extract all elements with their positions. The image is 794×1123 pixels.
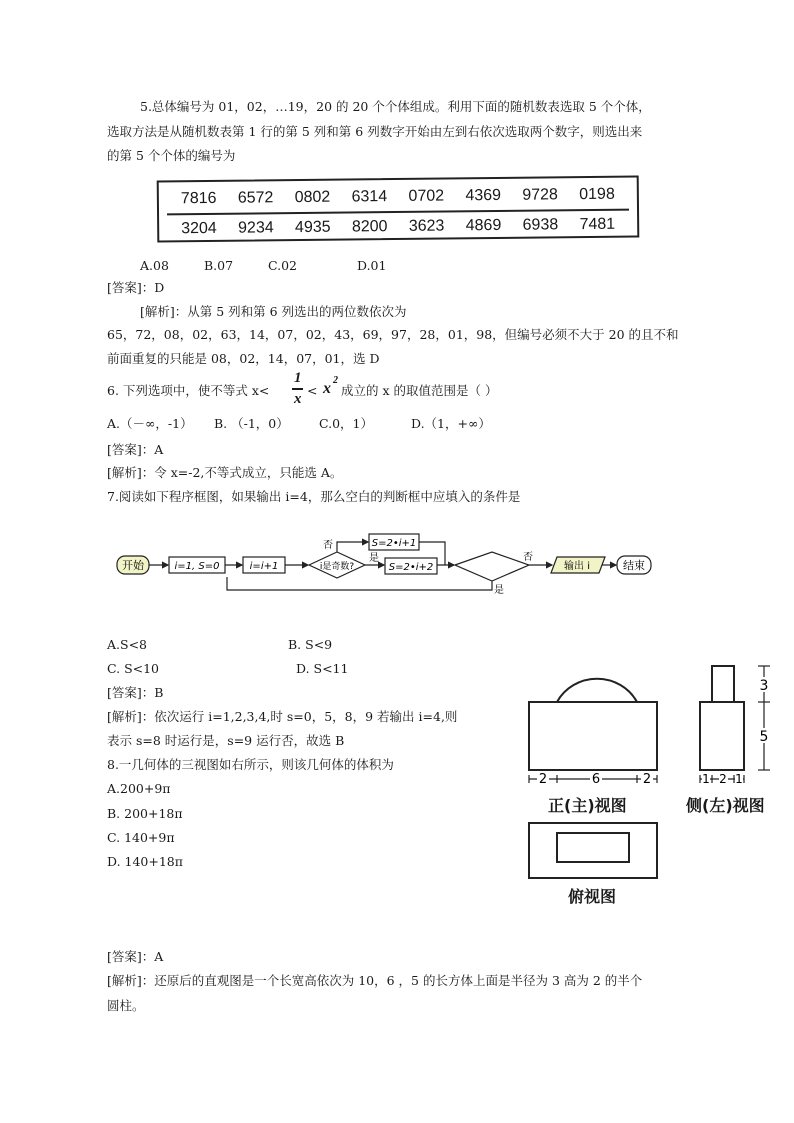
- flow-blank-condition-diamond: [455, 552, 529, 581]
- table-row: [159, 210, 637, 243]
- q6-answer: [答案]：A: [107, 442, 164, 457]
- front-dim-middle: 6: [591, 772, 601, 787]
- table-cell: 8200: [351, 218, 388, 236]
- table-cell: 3204: [181, 219, 217, 238]
- q7-stem: 7.阅读如下程序框图，如果输出 i=4，那么空白的判断框中应填入的条件是: [107, 489, 521, 504]
- q6-option-a: A.（－∞，-1）: [107, 416, 193, 431]
- top-view-inner-rect: [557, 833, 629, 862]
- flow-end-label: 结束: [623, 559, 645, 572]
- q5-stem-line1: 5.总体编号为 01，02，…19，20 的 20 个个体组成。利用下面的随机数表选取 5 个个体，: [140, 99, 651, 114]
- q6-superscript: 2: [333, 375, 338, 386]
- table-cell: 0198: [579, 185, 615, 204]
- side-view-top-rect: [712, 666, 734, 702]
- q7-option-d: D. S<11: [296, 661, 349, 676]
- side-dim-middle: 2: [719, 772, 727, 786]
- side-dim-height-top: 3: [759, 678, 769, 694]
- q6-stem-end: 成立的 x 的取值范围是（ ）: [341, 383, 498, 398]
- table-cell: 4935: [294, 218, 331, 237]
- flow-loop-back-line: [227, 577, 492, 590]
- front-view-caption: 正(主)视图: [548, 796, 627, 815]
- q7-analysis-line1: [解析]：依次运行 i=1,2,3,4,时 s=0，5，8，9 若输出 i=4,则: [107, 709, 458, 724]
- q6-option-b: B. （-1，0）: [214, 416, 289, 431]
- q5-stem-line3: 的第 5 个个体的编号为: [107, 148, 236, 163]
- q7-answer: [答案]：B: [107, 685, 164, 700]
- q5-stem-line2: 选取方法是从随机数表第 1 行的第 5 列和第 6 列数字开始由左到右依次选取两个数字，则选出来: [107, 124, 643, 139]
- table-cell: 6938: [522, 216, 559, 234]
- table-cell: 0702: [408, 187, 445, 205]
- table-cell: 4869: [465, 216, 502, 235]
- table-cell: 7481: [579, 215, 616, 234]
- flow-increment-label: i=i+1: [249, 561, 279, 572]
- flow-s2-label: S=2•i+2: [388, 562, 434, 573]
- q6-stem-lt: <: [307, 383, 318, 398]
- three-view-diagram: [520, 655, 788, 900]
- table-cell: 6572: [237, 189, 274, 207]
- q8-analysis-line1: [解析]：还原后的直观图是一个长宽高依次为 10，6 ，5 的长方体上面是半径为 3 高为 2 的半个: [107, 973, 643, 988]
- table-cell: 0802: [294, 188, 331, 207]
- q6-stem-start: 6. 下列选项中，使不等式 x<: [107, 383, 270, 398]
- side-view-caption: 侧(左)视图: [686, 796, 765, 815]
- flow-no-label-2: 否: [523, 552, 533, 563]
- q5-analysis-line3: 前面重复的只能是 08，02，14，07，01，选 D: [107, 351, 380, 366]
- q6-option-c: C.0，1）: [319, 416, 373, 431]
- q6-fraction-bar: [292, 388, 303, 390]
- q8-option-a: A.200+9π: [107, 781, 171, 796]
- q6-x-squared: x: [323, 380, 331, 397]
- front-dim-left: 2: [538, 772, 548, 787]
- q5-answer: [答案]：D: [107, 280, 165, 295]
- q7-option-c: C. S<10: [107, 661, 160, 676]
- table-cell: 6314: [351, 188, 388, 206]
- top-view-outer-rect: [529, 823, 657, 878]
- side-dim-right: 1: [735, 772, 743, 786]
- q8-stem: 8.一几何体的三视图如右所示，则该几何体的体积为: [107, 757, 394, 772]
- side-view-bottom-rect: [700, 702, 744, 770]
- front-dim-right: 2: [642, 772, 652, 787]
- q6-fraction-denominator: x: [294, 391, 302, 407]
- random-number-table: [157, 175, 640, 242]
- flow-no-label: 否: [323, 540, 333, 551]
- flow-start-label: 开始: [122, 559, 144, 572]
- flow-s1-label: S=2•i+1: [371, 538, 417, 549]
- q6-fraction-numerator: 1: [294, 370, 302, 386]
- q6-option-d: D.（1，+∞）: [411, 416, 491, 431]
- q5-analysis-line2: 65，72，08，02，63，14，07，02，43，69，97，28，01，98，但编号必须不大于 20 的且不和: [107, 327, 679, 342]
- flow-yes-label: 是: [369, 553, 379, 564]
- q5-option-c: C.02: [268, 258, 297, 273]
- front-view-semicircle: [557, 679, 637, 702]
- q8-answer: [答案]：A: [107, 949, 164, 964]
- table-cell: 3623: [408, 217, 445, 235]
- q7-option-b: B. S<9: [288, 637, 333, 652]
- q8-analysis-line2: 圆柱。: [107, 998, 145, 1013]
- q6-analysis: [解析]：令 x=-2,不等式成立，只能选 A。: [107, 465, 343, 480]
- q8-option-c: C. 140+9π: [107, 830, 175, 845]
- q7-analysis-line2: 表示 s=8 时运行是，s=9 运行否，故选 B: [107, 733, 345, 748]
- table-cell: 9234: [238, 219, 274, 237]
- top-view-caption: 俯视图: [568, 887, 617, 906]
- q5-option-d: D.01: [357, 258, 387, 273]
- q5-option-b: B.07: [204, 258, 234, 273]
- flow-yes-label-2: 是: [494, 585, 504, 596]
- table-cell: 9728: [522, 186, 558, 204]
- flow-output-label: 输出 i: [564, 561, 590, 572]
- program-flowchart: [105, 515, 705, 600]
- q5-option-a: A.08: [140, 258, 169, 273]
- side-dim-height-bottom: 5: [759, 729, 769, 745]
- flow-init-label: i=1, S=0: [174, 561, 220, 572]
- table-cell: 7816: [180, 189, 217, 208]
- side-dim-left: 1: [702, 772, 710, 786]
- flow-arrow: [337, 542, 368, 552]
- q5-analysis-line1: [解析]：从第 5 列和第 6 列选出的两位数依次为: [140, 304, 407, 319]
- q8-option-b: B. 200+18π: [107, 806, 183, 821]
- front-view-rectangle: [529, 702, 657, 770]
- flow-odd-check-label: i是奇数?: [319, 562, 355, 572]
- table-cell: 4369: [465, 186, 502, 205]
- q7-option-a: A.S<8: [107, 637, 147, 652]
- q8-option-d: D. 140+18π: [107, 854, 183, 869]
